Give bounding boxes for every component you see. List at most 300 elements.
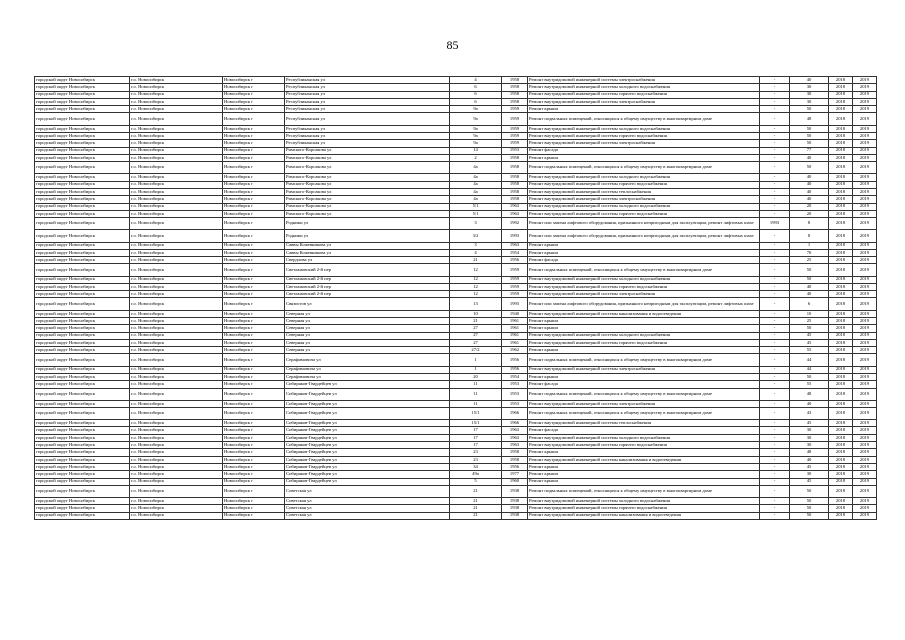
start-year-cell: 2018 <box>829 291 853 298</box>
district-cell: городской округ Новосибирск <box>35 113 130 125</box>
work-type-cell: Ремонт крыши <box>528 347 760 354</box>
year-built-cell: 1953 <box>502 388 528 400</box>
locality-cell: Новосибирск г <box>223 449 285 456</box>
table-row <box>35 471 877 478</box>
district-cell: городской округ Новосибирск <box>35 154 130 161</box>
district-cell: городской округ Новосибирск <box>35 257 130 264</box>
house-cell: 27 <box>450 332 502 339</box>
year-built-cell: 1961 <box>502 325 528 332</box>
table-row <box>35 354 877 366</box>
district-cell: городской округ Новосибирск <box>35 91 130 98</box>
year-cell: - <box>760 332 790 339</box>
year-cell: - <box>760 400 790 407</box>
table-row <box>35 276 877 283</box>
start-year-cell: 2018 <box>829 242 853 249</box>
year-built-cell: 1966 <box>502 420 528 427</box>
start-year-cell: 2018 <box>829 471 853 478</box>
year-cell: - <box>760 291 790 298</box>
house-cell: 13 <box>450 298 502 310</box>
municipality-cell: г.о. Новосибирск <box>130 456 223 463</box>
year-cell: 1993 <box>760 218 790 230</box>
table-row <box>35 140 877 147</box>
house-cell: 4а <box>450 188 502 195</box>
municipality-cell: г.о. Новосибирск <box>130 325 223 332</box>
locality-cell: Новосибирск г <box>223 456 285 463</box>
end-year-cell: 2019 <box>853 257 877 264</box>
municipality-cell: г.о. Новосибирск <box>130 196 223 203</box>
house-cell: 4 <box>450 249 502 256</box>
work-type-cell: Ремонт подвальных помещений, относящихся к общему имуществу в многоквартирном доме <box>528 354 760 366</box>
end-year-cell: 2019 <box>853 242 877 249</box>
value-cell: 30 <box>790 427 829 434</box>
start-year-cell: 2018 <box>829 456 853 463</box>
district-cell: городской округ Новосибирск <box>35 505 130 512</box>
municipality-cell: г.о. Новосибирск <box>130 347 223 354</box>
year-cell: - <box>760 498 790 505</box>
table-row <box>35 366 877 373</box>
locality-cell: Новосибирск г <box>223 230 285 242</box>
year-cell: - <box>760 257 790 264</box>
street-cell: Сибиряков-Гвардейцев ул <box>285 478 450 485</box>
locality-cell: Новосибирск г <box>223 218 285 230</box>
year-built-cell: 1938 <box>502 485 528 497</box>
municipality-cell: г.о. Новосибирск <box>130 317 223 324</box>
end-year-cell: 2019 <box>853 196 877 203</box>
work-type-cell: Ремонт крыши <box>528 317 760 324</box>
table-row <box>35 449 877 456</box>
locality-cell: Новосибирск г <box>223 498 285 505</box>
locality-cell: Новосибирск г <box>223 420 285 427</box>
value-cell: 30 <box>790 471 829 478</box>
year-built-cell: 1993 <box>502 298 528 310</box>
street-cell: Светлановский 2-й пер <box>285 283 450 290</box>
year-built-cell: 1954 <box>502 249 528 256</box>
year-cell: - <box>760 210 790 217</box>
district-cell: городской округ Новосибирск <box>35 77 130 84</box>
value-cell: 50 <box>790 276 829 283</box>
municipality-cell: г.о. Новосибирск <box>130 420 223 427</box>
end-year-cell: 2019 <box>853 125 877 132</box>
year-cell: - <box>760 388 790 400</box>
district-cell: городской округ Новосибирск <box>35 291 130 298</box>
start-year-cell: 2018 <box>829 132 853 139</box>
year-built-cell: 1959 <box>502 264 528 276</box>
locality-cell: Новосибирск г <box>223 388 285 400</box>
table-row <box>35 456 877 463</box>
district-cell: городской округ Новосибирск <box>35 264 130 276</box>
district-cell: городской округ Новосибирск <box>35 210 130 217</box>
end-year-cell: 2019 <box>853 91 877 98</box>
table-row <box>35 317 877 324</box>
year-built-cell: 1958 <box>502 188 528 195</box>
table-row <box>35 84 877 91</box>
municipality-cell: г.о. Новосибирск <box>130 388 223 400</box>
value-cell: 40 <box>790 77 829 84</box>
locality-cell: Новосибирск г <box>223 400 285 407</box>
street-cell: Сибиряков-Гвардейцев ул <box>285 442 450 449</box>
municipality-cell: г.о. Новосибирск <box>130 373 223 380</box>
municipality-cell: г.о. Новосибирск <box>130 77 223 84</box>
locality-cell: Новосибирск г <box>223 354 285 366</box>
house-cell: 4а <box>450 174 502 181</box>
table-row <box>35 310 877 317</box>
year-cell: - <box>760 478 790 485</box>
district-cell: городской округ Новосибирск <box>35 181 130 188</box>
locality-cell: Новосибирск г <box>223 478 285 485</box>
locality-cell: Новосибирск г <box>223 442 285 449</box>
house-cell: 1 <box>450 366 502 373</box>
district-cell: городской округ Новосибирск <box>35 218 130 230</box>
street-cell: Республиканская ул <box>285 98 450 105</box>
end-year-cell: 2019 <box>853 174 877 181</box>
table-row <box>35 98 877 105</box>
table-row <box>35 264 877 276</box>
year-built-cell: 1963 <box>502 242 528 249</box>
start-year-cell: 2018 <box>829 77 853 84</box>
house-cell: 4а <box>450 162 502 174</box>
start-year-cell: 2018 <box>829 325 853 332</box>
work-type-cell: Ремонт или замена лифтового оборудования, признанного непригодным для эксплуатации, ремонт лифтовых шахт <box>528 230 760 242</box>
value-cell: 43 <box>790 408 829 420</box>
locality-cell: Новосибирск г <box>223 347 285 354</box>
value-cell: 50 <box>790 264 829 276</box>
end-year-cell: 2019 <box>853 317 877 324</box>
district-cell: городской округ Новосибирск <box>35 147 130 154</box>
municipality-cell: г.о. Новосибирск <box>130 264 223 276</box>
house-cell: 5/1 <box>450 203 502 210</box>
value-cell: 50 <box>790 498 829 505</box>
year-cell: - <box>760 420 790 427</box>
work-type-cell: Ремонт внутридомовой инженерной системы электроснабжения <box>528 196 760 203</box>
locality-cell: Новосибирск г <box>223 366 285 373</box>
house-cell: 4а <box>450 181 502 188</box>
work-type-cell: Ремонт подвальных помещений, относящихся к общему имуществу в многоквартирном доме <box>528 485 760 497</box>
district-cell: городской округ Новосибирск <box>35 310 130 317</box>
year-built-cell: 1958 <box>502 98 528 105</box>
street-cell: Родники ул <box>285 230 450 242</box>
locality-cell: Новосибирск г <box>223 298 285 310</box>
district-cell: городской округ Новосибирск <box>35 84 130 91</box>
work-type-cell: Ремонт подвальных помещений, относящихся к общему имуществу в многоквартирном доме <box>528 388 760 400</box>
street-cell: Римского-Корсакова ул <box>285 147 450 154</box>
street-cell: Северная ул <box>285 317 450 324</box>
value-cell: 40 <box>790 196 829 203</box>
end-year-cell: 2019 <box>853 325 877 332</box>
municipality-cell: г.о. Новосибирск <box>130 91 223 98</box>
start-year-cell: 2018 <box>829 420 853 427</box>
municipality-cell: г.о. Новосибирск <box>130 442 223 449</box>
end-year-cell: 2019 <box>853 77 877 84</box>
house-cell: 27 <box>450 325 502 332</box>
municipality-cell: г.о. Новосибирск <box>130 230 223 242</box>
house-cell: 12 <box>450 264 502 276</box>
district-cell: городской округ Новосибирск <box>35 203 130 210</box>
work-type-cell: Ремонт крыши <box>528 154 760 161</box>
district-cell: городской округ Новосибирск <box>35 456 130 463</box>
work-type-cell: Ремонт подвальных помещений, относящихся к общему имуществу в многоквартирном доме <box>528 264 760 276</box>
table-row <box>35 106 877 113</box>
municipality-cell: г.о. Новосибирск <box>130 210 223 217</box>
street-cell: Республиканская ул <box>285 132 450 139</box>
value-cell: 50 <box>790 325 829 332</box>
table-row <box>35 505 877 512</box>
district-cell: городской округ Новосибирск <box>35 339 130 346</box>
start-year-cell: 2018 <box>829 125 853 132</box>
start-year-cell: 2018 <box>829 162 853 174</box>
municipality-cell: г.о. Новосибирск <box>130 339 223 346</box>
value-cell: 50 <box>790 132 829 139</box>
locality-cell: Новосибирск г <box>223 249 285 256</box>
table <box>34 76 877 520</box>
year-built-cell: 1966 <box>502 408 528 420</box>
house-cell: 21 <box>450 505 502 512</box>
year-cell: - <box>760 91 790 98</box>
year-built-cell: 1938 <box>502 505 528 512</box>
year-built-cell: 1959 <box>502 283 528 290</box>
start-year-cell: 2018 <box>829 154 853 161</box>
locality-cell: Новосибирск г <box>223 434 285 441</box>
municipality-cell: г.о. Новосибирск <box>130 106 223 113</box>
value-cell: 50 <box>790 162 829 174</box>
street-cell: Серафимовича ул <box>285 373 450 380</box>
work-type-cell: Ремонт внутридомовой инженерной системы горячего водоснабжения <box>528 505 760 512</box>
year-cell: - <box>760 408 790 420</box>
start-year-cell: 2018 <box>829 442 853 449</box>
start-year-cell: 2018 <box>829 400 853 407</box>
house-cell: 3 <box>450 218 502 230</box>
start-year-cell: 2018 <box>829 463 853 470</box>
year-built-cell: 1938 <box>502 498 528 505</box>
house-cell: 23 <box>450 456 502 463</box>
start-year-cell: 2018 <box>829 373 853 380</box>
value-cell: 44 <box>790 354 829 366</box>
start-year-cell: 2018 <box>829 91 853 98</box>
locality-cell: Новосибирск г <box>223 264 285 276</box>
work-type-cell: Ремонт внутридомовой инженерной системы горячего водоснабжения <box>528 339 760 346</box>
year-cell: - <box>760 264 790 276</box>
year-cell: - <box>760 113 790 125</box>
street-cell: Саввы Кожевникова ул <box>285 249 450 256</box>
work-type-cell: Ремонт внутридомовой инженерной системы электроснабжения <box>528 400 760 407</box>
year-cell: - <box>760 317 790 324</box>
value-cell: 45 <box>790 339 829 346</box>
district-cell: городской округ Новосибирск <box>35 98 130 105</box>
repair-schedule-table <box>34 76 876 520</box>
end-year-cell: 2019 <box>853 230 877 242</box>
end-year-cell: 2019 <box>853 106 877 113</box>
start-year-cell: 2018 <box>829 381 853 388</box>
house-cell: 3 <box>450 242 502 249</box>
work-type-cell: Ремонт крыши <box>528 249 760 256</box>
value-cell: 48 <box>790 113 829 125</box>
end-year-cell: 2019 <box>853 147 877 154</box>
start-year-cell: 2018 <box>829 408 853 420</box>
year-built-cell: 1961 <box>502 317 528 324</box>
street-cell: Серафимовича ул <box>285 354 450 366</box>
locality-cell: Новосибирск г <box>223 154 285 161</box>
street-cell: Светлановский 2-й пер <box>285 291 450 298</box>
street-cell: Сибиряков-Гвардейцев ул <box>285 434 450 441</box>
value-cell: 40 <box>790 283 829 290</box>
year-built-cell: 1938 <box>502 512 528 519</box>
district-cell: городской округ Новосибирск <box>35 388 130 400</box>
work-type-cell: Ремонт внутридомовой инженерной системы электроснабжения <box>528 77 760 84</box>
start-year-cell: 2018 <box>829 181 853 188</box>
house-cell: 23 <box>450 449 502 456</box>
value-cell: 48 <box>790 449 829 456</box>
street-cell: Сибиряков-Гвардейцев ул <box>285 408 450 420</box>
end-year-cell: 2019 <box>853 154 877 161</box>
end-year-cell: 2019 <box>853 463 877 470</box>
start-year-cell: 2018 <box>829 188 853 195</box>
house-cell: 6 <box>450 98 502 105</box>
municipality-cell: г.о. Новосибирск <box>130 381 223 388</box>
year-cell: - <box>760 242 790 249</box>
end-year-cell: 2019 <box>853 188 877 195</box>
municipality-cell: г.о. Новосибирск <box>130 505 223 512</box>
street-cell: Советская ул <box>285 512 450 519</box>
locality-cell: Новосибирск г <box>223 283 285 290</box>
street-cell: Советская ул <box>285 505 450 512</box>
street-cell: Сибиряков-Гвардейцев ул <box>285 427 450 434</box>
year-cell: - <box>760 147 790 154</box>
year-built-cell: 1958 <box>502 84 528 91</box>
value-cell: 50 <box>790 140 829 147</box>
work-type-cell: Ремонт или замена лифтового оборудования, признанного непригодным для эксплуатации, ремонт лифтовых шахт <box>528 218 760 230</box>
start-year-cell: 2018 <box>829 478 853 485</box>
work-type-cell: Ремонт внутридомовой инженерной системы канализования и водоотведения <box>528 310 760 317</box>
year-built-cell: 1959 <box>502 291 528 298</box>
end-year-cell: 2019 <box>853 264 877 276</box>
year-built-cell: 1961 <box>502 332 528 339</box>
district-cell: городской округ Новосибирск <box>35 434 130 441</box>
municipality-cell: г.о. Новосибирск <box>130 283 223 290</box>
end-year-cell: 2019 <box>853 408 877 420</box>
street-cell: Свердлова ул <box>285 257 450 264</box>
work-type-cell: Ремонт внутридомовой инженерной системы холодного водоснабжения <box>528 203 760 210</box>
table-row <box>35 408 877 420</box>
district-cell: городской округ Новосибирск <box>35 449 130 456</box>
start-year-cell: 2018 <box>829 332 853 339</box>
locality-cell: Новосибирск г <box>223 325 285 332</box>
locality-cell: Новосибирск г <box>223 84 285 91</box>
house-cell: 27 <box>450 339 502 346</box>
municipality-cell: г.о. Новосибирск <box>130 98 223 105</box>
work-type-cell: Ремонт внутридомовой инженерной системы теплоснабжения <box>528 188 760 195</box>
house-cell: 9а <box>450 140 502 147</box>
value-cell: 40 <box>790 400 829 407</box>
work-type-cell: Ремонт внутридомовой инженерной системы горячего водоснабжения <box>528 283 760 290</box>
start-year-cell: 2018 <box>829 113 853 125</box>
value-cell: 45 <box>790 463 829 470</box>
street-cell: Сибиряков-Гвардейцев ул <box>285 381 450 388</box>
district-cell: городской округ Новосибирск <box>35 196 130 203</box>
year-cell: - <box>760 106 790 113</box>
street-cell: Римского-Корсакова ул <box>285 174 450 181</box>
year-cell: - <box>760 125 790 132</box>
work-type-cell: Ремонт внутридомовой инженерной системы электроснабжения <box>528 140 760 147</box>
year-built-cell: 1956 <box>502 463 528 470</box>
work-type-cell: Ремонт внутридомовой инженерной системы горячего водоснабжения <box>528 442 760 449</box>
locality-cell: Новосибирск г <box>223 373 285 380</box>
value-cell: 45 <box>790 478 829 485</box>
start-year-cell: 2018 <box>829 210 853 217</box>
street-cell: Северная ул <box>285 325 450 332</box>
year-cell: - <box>760 276 790 283</box>
house-cell: 2 <box>450 154 502 161</box>
year-built-cell: 1956 <box>502 354 528 366</box>
table-row <box>35 373 877 380</box>
year-cell: - <box>760 249 790 256</box>
end-year-cell: 2019 <box>853 332 877 339</box>
year-cell: - <box>760 310 790 317</box>
value-cell: 55 <box>790 347 829 354</box>
year-built-cell: 1956 <box>502 366 528 373</box>
table-row <box>35 400 877 407</box>
year-built-cell: 1963 <box>502 442 528 449</box>
table-row <box>35 91 877 98</box>
district-cell: городской округ Новосибирск <box>35 249 130 256</box>
year-cell: - <box>760 283 790 290</box>
street-cell: Светлановский 2-й пер <box>285 264 450 276</box>
district-cell: городской округ Новосибирск <box>35 332 130 339</box>
year-built-cell: 1993 <box>502 230 528 242</box>
district-cell: городской округ Новосибирск <box>35 174 130 181</box>
district-cell: городской округ Новосибирск <box>35 408 130 420</box>
start-year-cell: 2018 <box>829 98 853 105</box>
table-row <box>35 77 877 84</box>
district-cell: городской округ Новосибирск <box>35 325 130 332</box>
house-cell: 34 <box>450 463 502 470</box>
locality-cell: Новосибирск г <box>223 471 285 478</box>
street-cell: Римского-Корсакова ул <box>285 181 450 188</box>
year-cell: - <box>760 373 790 380</box>
house-cell: 9а <box>450 106 502 113</box>
house-cell: 21 <box>450 498 502 505</box>
work-type-cell: Ремонт фасада <box>528 427 760 434</box>
work-type-cell: Ремонт внутридомовой инженерной системы электроснабжения <box>528 291 760 298</box>
street-cell: Северная ул <box>285 339 450 346</box>
locality-cell: Новосибирск г <box>223 106 285 113</box>
year-cell: - <box>760 154 790 161</box>
value-cell: 30 <box>790 84 829 91</box>
locality-cell: Новосибирск г <box>223 125 285 132</box>
value-cell: 40 <box>790 174 829 181</box>
end-year-cell: 2019 <box>853 339 877 346</box>
house-cell: 12 <box>450 283 502 290</box>
street-cell: Светлановский 2-й пер <box>285 276 450 283</box>
house-cell: 17 <box>450 427 502 434</box>
table-body <box>35 77 877 520</box>
street-cell: Сибиряков-Гвардейцев ул <box>285 449 450 456</box>
end-year-cell: 2019 <box>853 505 877 512</box>
house-cell: 11 <box>450 381 502 388</box>
locality-cell: Новосибирск г <box>223 485 285 497</box>
work-type-cell: Ремонт внутридомовой инженерной системы холодного водоснабжения <box>528 276 760 283</box>
street-cell: Римского-Корсакова ул <box>285 210 450 217</box>
street-cell: Сибиряков-Гвардейцев ул <box>285 420 450 427</box>
locality-cell: Новосибирск г <box>223 113 285 125</box>
work-type-cell: Ремонт внутридомовой инженерной системы горячего водоснабжения <box>528 132 760 139</box>
value-cell: 50 <box>790 373 829 380</box>
work-type-cell: Ремонт крыши <box>528 373 760 380</box>
start-year-cell: 2018 <box>829 317 853 324</box>
district-cell: городской округ Новосибирск <box>35 471 130 478</box>
year-cell: - <box>760 485 790 497</box>
locality-cell: Новосибирск г <box>223 91 285 98</box>
end-year-cell: 2019 <box>853 218 877 230</box>
year-built-cell: 1958 <box>502 181 528 188</box>
